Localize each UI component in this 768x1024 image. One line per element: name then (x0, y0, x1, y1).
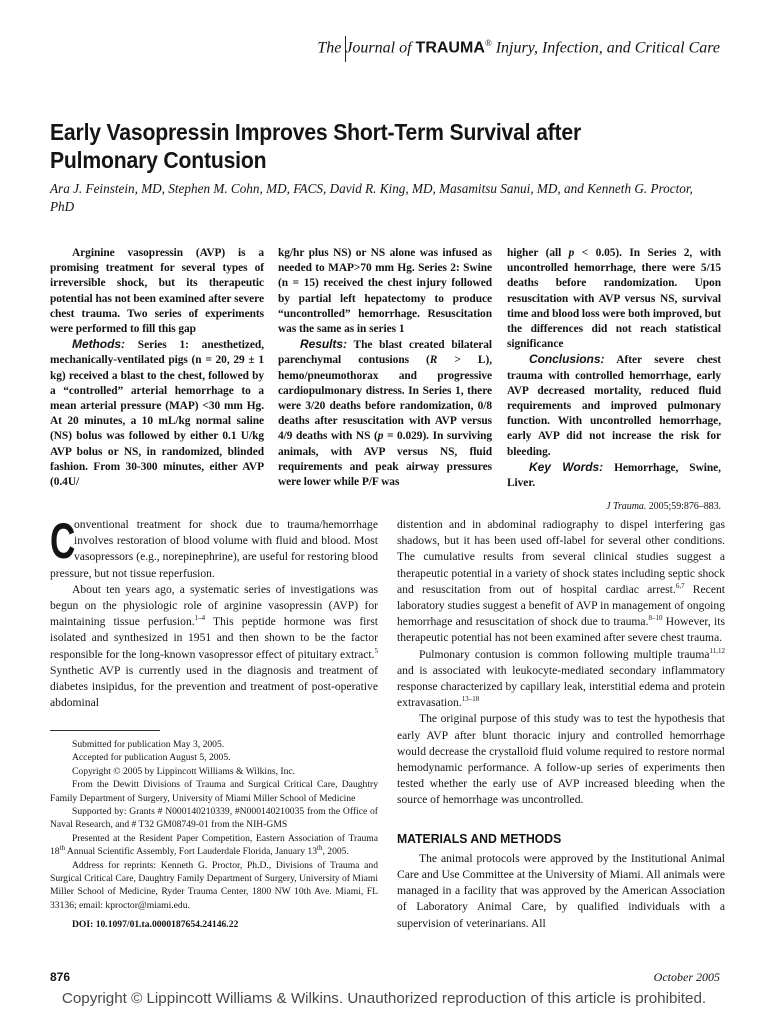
footnote-text: , 2005. (322, 846, 349, 858)
article-title: Early Vasopressin Improves Short-Term Survival after Pulmonary Contusion (50, 119, 582, 173)
footnote-affiliation: From the Dewitt Divisions of Trauma and Surgical Critical Care, Daughtry Family Department of Surgery, University of Miami Miller School of Medicine (50, 779, 378, 804)
body-paragraph-1 (50, 513, 378, 582)
body-column-1 (50, 513, 378, 711)
methods-text-b: kg/hr plus NS) or NS alone was infused as needed to MAP>70 mm Hg. Series 2: Swine (n = 15) received the chest injury followed by partial left hepatectomy to produce “uncontrolled” hemorrhage. Resuscitation was the same as in series 1 (278, 247, 492, 336)
abstract-column-1 (50, 246, 264, 490)
footnote-support: Supported by: Grants # N000140210339, #N000140210035 from the Office of Naval Research, and # T32 GM08749-01 from the NIH-GMS (50, 806, 378, 831)
body-paragraph-4 (397, 647, 725, 712)
results-text-3: = 0.029). In surviving animals, with AVP versus NS, fluid requirements and peak airway pressures were lower while P/F was (278, 430, 492, 489)
author-list: Ara J. Feinstein, MD, Stephen M. Cohn, MD, FACS, David R. King, MD, Masamitsu Sanui, MD, and Kenneth G. Proctor, PhD (50, 181, 693, 214)
methods-heading: Methods: (72, 337, 125, 352)
reference-superscript: 5 (374, 646, 378, 655)
journal-suffix: Injury, Infection, and Critical Care (495, 39, 720, 57)
results-p-symbol: p (377, 430, 384, 443)
body-paragraph-5: The original purpose of this study was to test the hypothesis that early AVP after blunt thoracic injury and controlled hemorrhage would decrease the crystalloid fluid volume required to restore normal hemodynamic performance. A follow-up series of experiments then tested whether the early use of AVP increased bleeding when the source of hemorrhage was uncontrolled. (397, 712, 725, 807)
body-column-2 (397, 517, 725, 932)
paragraph-text: This peptide hormone was first isolated and synthesized in 1951 and then shown to be the factor responsible for the long-known vasopressor effect of pituitary extract. (50, 615, 378, 661)
results-p-symbol-2: p (568, 247, 575, 259)
reference-superscript: 11,12 (709, 646, 725, 655)
paragraph-text: Recent laboratory studies suggest a benefit of AVP in management of ongoing hemorrhage and resuscitation of shock due to trauma. (397, 582, 725, 629)
conclusions-text: After severe chest trauma with controlled hemorrhage, early AVP decreased mortality, reduced fluid requirements and improved pulmonary function. With uncontrolled hemorrhage, early AVP did not increase the risk for bleeding. (507, 354, 721, 458)
results-text-2: > L), hemo/pneumothorax and progressive cardiopulmonary distress. In Series 1, there were 3/20 deaths before randomization, 0/8 deaths after resuscitation with AVP versus 4/9 deaths with NS ( (278, 354, 492, 443)
paragraph-text: distention and in abdominal radiography to dispel interfering gas shadows, but it has been used off-label for several other conditions. The cumulative results from several clinical studies suggest a therapeutic potential in a variety of shock states including septic shock and resuscitation from out of hospital cardiac arrest. (397, 518, 725, 596)
drop-cap: C (50, 513, 76, 569)
abstract-column-2 (278, 246, 492, 490)
footnote-presented (50, 832, 378, 859)
citation (507, 499, 721, 514)
footnotes (50, 738, 378, 932)
paragraph-text: onventional treatment for shock due to trauma/hemorrhage involves restoration of blood volume with fluid and blood. Most vasopressors (e.g., norepinephrine), are useful for restoring blood pressure, but not tissue reperfusion. (50, 518, 378, 580)
body-paragraph-2 (50, 582, 378, 712)
results-heading: Results: (300, 337, 347, 352)
footnote-address: Address for reprints: Kenneth G. Proctor, Ph.D., Divisions of Trauma and Surgical Critical Care, Daughtry Family Department of Surgery, University of Miami Miller School of Medicine, Ryder Trauma Center, 1800 NW 10th Ave. Miami, FL 33136; email: kproctor@miami.edu. (50, 859, 378, 911)
conclusions-heading: Conclusions: (529, 352, 605, 367)
registered-mark: ® (484, 38, 492, 48)
footnote-submitted: Submitted for publication May 3, 2005. (72, 739, 225, 750)
ordinal-superscript: th (317, 844, 323, 853)
doi-link[interactable]: DOI: 10.1097/01.ta.0000187654.24146.22 (72, 919, 239, 931)
abstract-column-3 (507, 246, 721, 514)
reference-superscript: 13–18 (461, 695, 480, 704)
citation-details: 2005;59:876–883. (648, 501, 721, 513)
paragraph-text: Synthetic AVP is currently used in the diagnosis and treatment of diabetes insipidus, for the prevention and treatment of post-operative abdominal (50, 663, 378, 710)
paragraph-text: Pulmonary contusion is common following multiple trauma (419, 647, 710, 661)
footnote-text: Presented at the Resident Paper Competition, Eastern Association of Trauma 18 (50, 832, 378, 858)
results-text-5: < 0.05). In Series 2, with uncontrolled hemorrhage, there were 5/15 deaths before randomization. Upon resuscitation with AVP versus NS, survival time and blood loss were both improved, but the differences did not reach statistical significance (507, 247, 721, 351)
footnote-divider (50, 730, 160, 731)
keywords-text: Hemorrhage, Swine, Liver. (507, 461, 721, 490)
footnote-accepted: Accepted for publication August 5, 2005. (72, 752, 231, 764)
results-r-symbol: R (429, 354, 438, 367)
paragraph-text: and is associated with leukocyte-mediated secondary inflammatory response characterized by capillary leak, interstitial edema and protein extravasation. (397, 663, 725, 710)
reference-superscript: 8–10 (648, 614, 663, 623)
methods-text-a: Series 1: anesthetized, mechanically-ventilated pigs (n = 20, 29 ± 1 kg) received a blast to the chest, followed by a “controlled” arterial hemorrhage to a mean arterial pressure (MAP) <30 mm Hg. At 20 minutes, a 10 mL/kg normal saline (NS) bolus was followed by either 0.1 U/kg AVP bolus or NS, in randomized, blinded fashion. From 30-300 minutes, either AVP (0.4U/ (50, 339, 264, 489)
journal-prefix: The Journal of (317, 39, 412, 57)
results-text-4: higher (all (507, 247, 569, 259)
abstract-intro: Arginine vasopressin (AVP) is a promising treatment for several types of irreversible shock, but its therapeutic potential has not been examined after severe chest trauma. Two series of experiments were performed to fill this gap (50, 247, 264, 336)
footnote-text: Annual Scientific Assembly, Fort Lauderdale Florida, January 13 (65, 846, 318, 858)
citation-journal: J Trauma. (606, 501, 647, 513)
page-number: 876 (50, 970, 71, 984)
body-paragraph-6: The animal protocols were approved by the Institutional Animal Care and Use Committee at the University of Miami. All animals were managed in a facility that was approved by the American Association of Laboratory Animal Care, by qualified individuals with a supervision of veterinarians. All (397, 851, 725, 930)
keywords-heading: Key Words: (529, 459, 604, 474)
reference-superscript: 1–4 (194, 614, 206, 623)
results-text-1: The blast created bilateral parenchymal contusions ( (278, 339, 492, 367)
paragraph-text: However, its therapeutic potential has not been examined after severe chest trauma. (397, 615, 725, 645)
journal-header (56, 38, 720, 57)
paragraph-text: About ten years ago, a systematic series of investigations was begun on the physiologic role of arginine vasopressin (AVP) for maintaining tissue perfusion. (50, 582, 378, 629)
issue-date: October 2005 (653, 970, 720, 984)
footnote-copyright: Copyright © 2005 by Lippincott Williams & Wilkins, Inc. (72, 765, 296, 777)
body-paragraph-3 (397, 517, 725, 647)
ordinal-superscript: th (59, 844, 66, 853)
section-heading: MATERIALS AND METHODS (397, 830, 562, 846)
journal-brand: TRAUMA (415, 39, 485, 57)
reference-superscript: 6,7 (675, 581, 685, 590)
copyright-banner: Copyright © Lippincott Williams & Wilkins. Unauthorized reproduction of this article is prohibited. (61, 990, 707, 1007)
